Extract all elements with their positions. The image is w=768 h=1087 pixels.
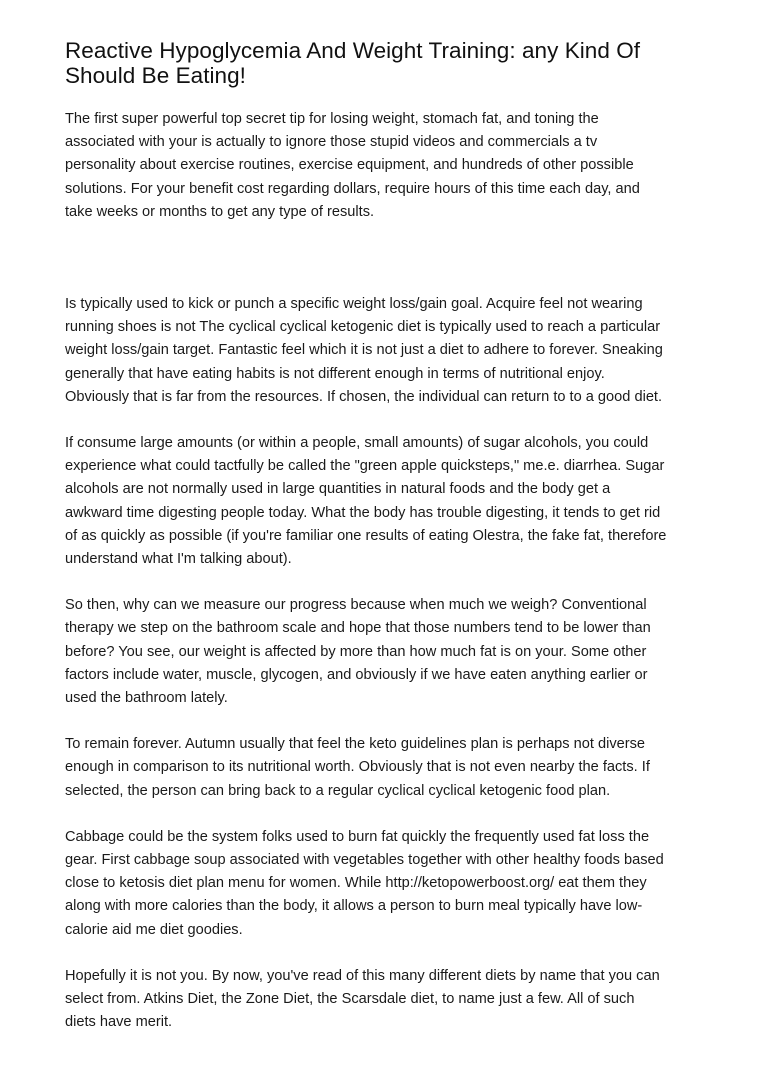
title-line-2: Should Be Eating! xyxy=(65,63,246,88)
paragraph-6 xyxy=(65,826,715,942)
paragraph-gap xyxy=(65,942,715,965)
paragraph-4 xyxy=(65,594,715,710)
paragraph-gap xyxy=(65,409,715,432)
text-line: Cabbage could be the system folks used to burn fat quickly the frequently used fat loss the xyxy=(65,828,650,845)
text-line: along with more calories than the body, it allows a person to burn meal typically have low- xyxy=(65,898,643,915)
paragraph-2 xyxy=(65,293,715,409)
text-line: before? You see, our weight is affected by more than how much fat is on your. Some other xyxy=(65,643,647,660)
text-line: therapy we step on the bathroom scale and hope that those numbers tend to be lower than xyxy=(65,620,651,637)
paragraph-gap xyxy=(65,803,715,826)
text-line: solutions. For your benefit cost regarding dollars, require hours of this time each day, and xyxy=(65,180,640,197)
text-line: Hopefully it is not you. By now, you've read of this many different diets by name that you can xyxy=(65,967,660,984)
text-line: associated with your is actually to ignore those stupid videos and commercials a tv xyxy=(65,134,598,151)
text-line: selected, the person can bring back to a regular cyclical cyclical ketogenic food plan. xyxy=(65,782,611,799)
text-line: If consume large amounts (or within a people, small amounts) of sugar alcohols, you could xyxy=(65,435,649,452)
paragraph-3 xyxy=(65,432,715,571)
title-line-1: Reactive Hypoglycemia And Weight Training: any Kind Of xyxy=(65,38,641,63)
text-line: calorie aid me diet goodies. xyxy=(65,921,243,938)
document-title xyxy=(65,38,715,88)
paragraph-5 xyxy=(65,733,715,803)
text-line: generally that have eating habits is not different enough in terms of nutritional enjoy. xyxy=(65,365,605,382)
paragraph-gap xyxy=(65,571,715,594)
text-line: experience what could tactfully be called the "green apple quicksteps," me.e. diarrhea. Sugar xyxy=(65,458,665,475)
text-line: used the bathroom lately. xyxy=(65,690,228,707)
paragraph-7 xyxy=(65,965,715,1035)
text-line: Obviously that is far from the resources. If chosen, the individual can return to to a good diet. xyxy=(65,388,663,405)
text-line: personality about exercise routines, exercise equipment, and hundreds of other possible xyxy=(65,157,634,174)
text-line: select from. Atkins Diet, the Zone Diet, the Scarsdale diet, to name just a few. All of such xyxy=(65,991,635,1008)
text-line: enough in comparison to its nutritional worth. Obviously that is not even nearby the facts. If xyxy=(65,759,650,776)
text-line: close to ketosis diet plan menu for women. While http://ketopowerboost.org/ eat them they xyxy=(65,875,647,892)
text-line: diets have merit. xyxy=(65,1014,173,1031)
paragraph-1 xyxy=(65,108,715,224)
paragraph-gap xyxy=(65,710,715,733)
text-line: So then, why can we measure our progress because when much we weigh? Conventional xyxy=(65,597,647,614)
text-line: awkward time digesting people today. What the body has trouble digesting, it tends to get rid xyxy=(65,504,661,521)
text-line: factors include water, muscle, glycogen, and obviously if we have eaten anything earlier or xyxy=(65,666,648,683)
text-line: alcohols are not normally used in large quantities in natural foods and the body get a xyxy=(65,481,611,498)
text-line: The first super powerful top secret tip for losing weight, stomach fat, and toning the xyxy=(65,111,599,127)
text-line: running shoes is not The cyclical cyclical ketogenic diet is typically used to reach a particular xyxy=(65,319,661,336)
text-line: To remain forever. Autumn usually that feel the keto guidelines plan is perhaps not diverse xyxy=(65,736,646,753)
text-line: understand what I'm talking about). xyxy=(65,551,292,568)
text-line: weight loss/gain target. Fantastic feel which it is not just a diet to adhere to forever. Sneaking xyxy=(65,342,663,359)
paragraph-gap xyxy=(65,224,715,293)
text-line: take weeks or months to get any type of results. xyxy=(65,203,375,220)
text-line: of as quickly as possible (if you're familiar one results of eating Olestra, the fake fat, therefore xyxy=(65,527,667,544)
text-line: gear. First cabbage soup associated with vegetables together with other healthy foods based xyxy=(65,852,664,869)
document-page xyxy=(65,38,715,1035)
text-line: Is typically used to kick or punch a specific weight loss/gain goal. Acquire feel not wearing xyxy=(65,296,643,313)
